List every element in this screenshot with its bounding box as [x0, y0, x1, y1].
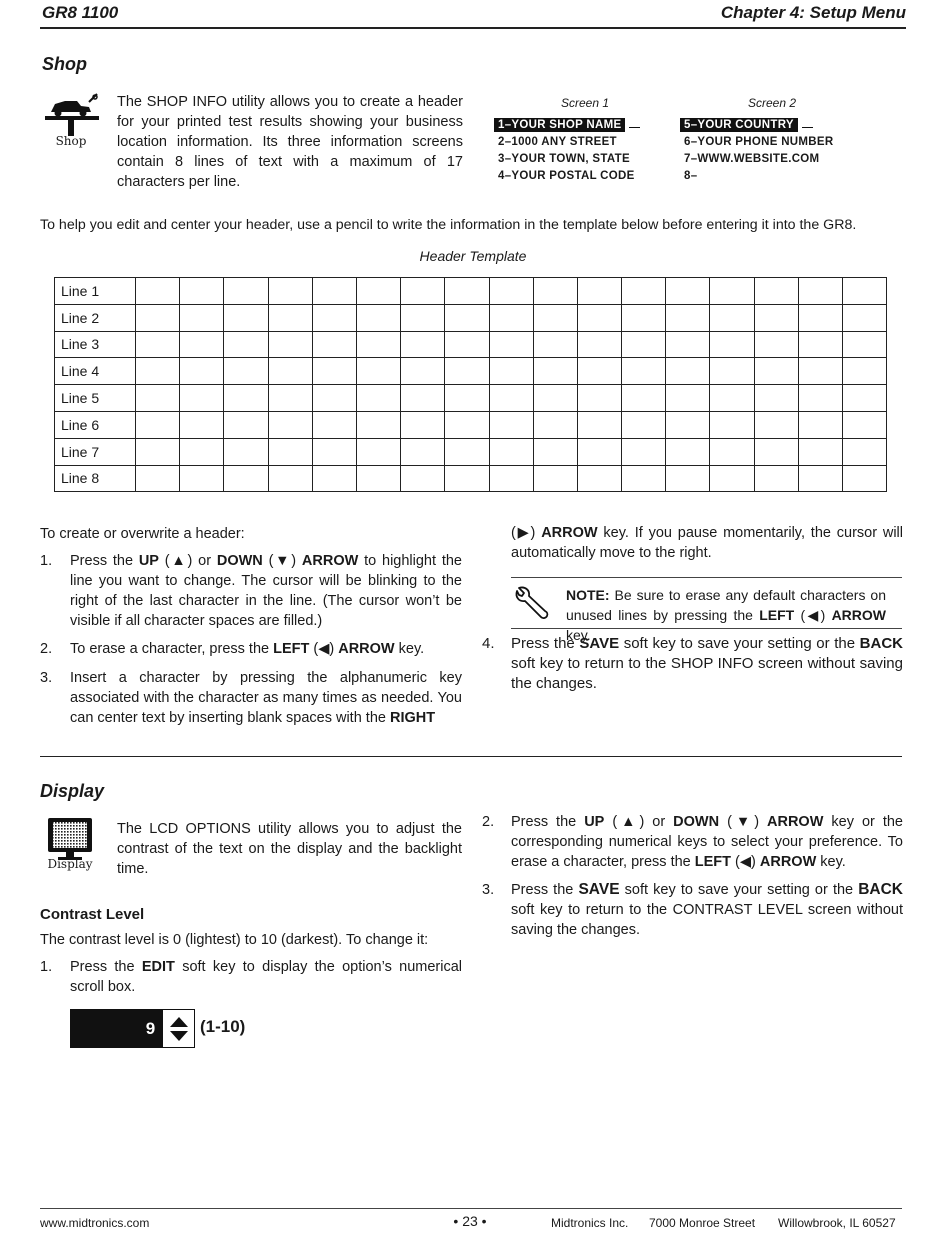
- template-row: [55, 411, 887, 438]
- template-char-cell: [622, 411, 666, 438]
- note-text: NOTE: Be sure to erase any default characters on unused lines by pressing the LEFT (◀) ARROW key.: [566, 587, 886, 643]
- template-row: [55, 331, 887, 358]
- template-char-cell: [710, 331, 754, 358]
- template-char-cell: [754, 438, 798, 465]
- footer-street: 7000 Monroe Street: [649, 1216, 756, 1230]
- template-char-cell: [798, 278, 842, 305]
- display-step-3: Press the SAVE soft key to save your setting or the BACK soft key to return to the CONTRAST LEVEL screen without saving the changes.: [511, 881, 903, 938]
- template-char-cell: [268, 278, 312, 305]
- template-char-cell: [356, 438, 400, 465]
- footer-company: Midtronics Inc.: [551, 1216, 629, 1230]
- template-row-label: Line 3: [55, 331, 136, 358]
- template-char-cell: [622, 385, 666, 412]
- template-char-cell: [356, 465, 400, 492]
- shop-step-3-continued: (▶) ARROW key. If you pause momentarily, the cursor will automatically move to the right.: [511, 525, 903, 561]
- section-divider: [40, 756, 902, 757]
- template-char-cell: [533, 331, 577, 358]
- screen2-caption: Screen 2: [747, 96, 797, 110]
- template-char-cell: [843, 465, 887, 492]
- template-char-cell: [136, 358, 180, 385]
- template-char-cell: [401, 465, 445, 492]
- scroll-range: (1-10): [200, 1017, 246, 1036]
- template-char-cell: [622, 304, 666, 331]
- screen2-preview: [680, 117, 833, 185]
- template-char-cell: [622, 358, 666, 385]
- template-row: [55, 465, 887, 492]
- template-char-cell: [224, 438, 268, 465]
- step-number: 3.: [40, 670, 53, 686]
- template-char-cell: [268, 304, 312, 331]
- step-number: 1.: [40, 959, 53, 975]
- template-char-cell: [533, 358, 577, 385]
- up-down-arrows-icon: [162, 1010, 194, 1047]
- template-char-cell: [843, 304, 887, 331]
- template-char-cell: [268, 438, 312, 465]
- template-char-cell: [666, 411, 710, 438]
- template-char-cell: [533, 278, 577, 305]
- template-char-cell: [224, 304, 268, 331]
- screen2-line: 8–: [684, 170, 698, 182]
- doc-title: GR8 1100: [42, 3, 119, 22]
- template-char-cell: [136, 385, 180, 412]
- template-char-cell: [268, 465, 312, 492]
- template-char-cell: [401, 304, 445, 331]
- template-char-cell: [224, 411, 268, 438]
- template-char-cell: [401, 331, 445, 358]
- shop-step-1: Press the UP (▲) or DOWN (▼) ARROW to highlight the line you want to change. The cursor will be blinking to the right of the last character in the line. (The cursor won’t be visible if all character spaces are filled.): [70, 553, 462, 629]
- template-char-cell: [798, 411, 842, 438]
- template-char-cell: [489, 304, 533, 331]
- template-char-cell: [533, 385, 577, 412]
- template-char-cell: [843, 385, 887, 412]
- shop-step-3: Insert a character by pressing the alphanumeric key associated with the character as many times as needed. You can center text by inserting blank spaces with the RIGHT: [70, 670, 462, 726]
- template-char-cell: [136, 278, 180, 305]
- template-row: [55, 438, 887, 465]
- screen1-preview: [494, 117, 640, 185]
- template-char-cell: [798, 438, 842, 465]
- note-top-rule: [511, 577, 902, 578]
- template-char-cell: [312, 331, 356, 358]
- shop-step-4: Press the SAVE soft key to save your setting or the BACK soft key to return to the SHOP INFO screen without saving the changes.: [511, 635, 903, 692]
- footer-website: www.midtronics.com: [40, 1216, 150, 1230]
- template-char-cell: [445, 331, 489, 358]
- template-char-cell: [754, 278, 798, 305]
- template-char-cell: [445, 278, 489, 305]
- template-char-cell: [445, 385, 489, 412]
- template-char-cell: [666, 304, 710, 331]
- template-char-cell: [445, 438, 489, 465]
- template-char-cell: [710, 465, 754, 492]
- template-char-cell: [798, 465, 842, 492]
- template-char-cell: [268, 385, 312, 412]
- template-char-cell: [754, 304, 798, 331]
- template-char-cell: [843, 278, 887, 305]
- template-char-cell: [710, 438, 754, 465]
- template-char-cell: [180, 304, 224, 331]
- template-char-cell: [754, 385, 798, 412]
- template-char-cell: [843, 411, 887, 438]
- display-icon: [46, 816, 94, 862]
- template-char-cell: [356, 411, 400, 438]
- template-char-cell: [401, 411, 445, 438]
- display-step-1: Press the EDIT soft key to display the option’s numerical scroll box.: [70, 959, 462, 995]
- display-step-2: Press the UP (▲) or DOWN (▼) ARROW key or the corresponding numerical keys to select your preference. To erase a character, press the LEFT (◀) ARROW key.: [511, 814, 903, 870]
- template-char-cell: [577, 331, 621, 358]
- template-char-cell: [798, 304, 842, 331]
- template-char-cell: [666, 465, 710, 492]
- note-bottom-rule: [511, 628, 902, 629]
- template-char-cell: [754, 358, 798, 385]
- header-rule: [40, 27, 906, 29]
- template-char-cell: [710, 358, 754, 385]
- template-char-cell: [710, 304, 754, 331]
- template-char-cell: [622, 438, 666, 465]
- template-char-cell: [401, 278, 445, 305]
- template-char-cell: [489, 385, 533, 412]
- template-char-cell: [577, 438, 621, 465]
- template-char-cell: [710, 411, 754, 438]
- chapter-title: Chapter 4: Setup Menu: [720, 3, 906, 22]
- screen2-line: 6–YOUR PHONE NUMBER: [684, 136, 834, 148]
- template-char-cell: [136, 331, 180, 358]
- screen2-line: 5–YOUR COUNTRY: [680, 117, 833, 134]
- template-char-cell: [224, 331, 268, 358]
- template-char-cell: [312, 438, 356, 465]
- template-char-cell: [754, 411, 798, 438]
- template-char-cell: [224, 385, 268, 412]
- step-number: 2.: [40, 641, 53, 657]
- template-char-cell: [180, 358, 224, 385]
- template-char-cell: [356, 358, 400, 385]
- template-char-cell: [489, 358, 533, 385]
- scroll-value: 9: [71, 1010, 162, 1047]
- shop-icon-label: Shop: [55, 134, 87, 148]
- step-number: 3.: [482, 882, 495, 898]
- template-char-cell: [180, 438, 224, 465]
- template-char-cell: [268, 331, 312, 358]
- template-char-cell: [577, 304, 621, 331]
- template-char-cell: [312, 411, 356, 438]
- shop-section-title: Shop: [42, 54, 87, 74]
- template-char-cell: [401, 385, 445, 412]
- screen1-line: 2–1000 ANY STREET: [498, 136, 617, 148]
- template-help-text: To help you edit and center your header, use a pencil to write the information in the template below before entering it into the GR8.: [40, 217, 857, 233]
- steps-intro: To create or overwrite a header:: [40, 526, 245, 542]
- template-row: [55, 385, 887, 412]
- template-char-cell: [312, 358, 356, 385]
- template-char-cell: [622, 331, 666, 358]
- step-number: 1.: [40, 553, 53, 569]
- template-char-cell: [489, 465, 533, 492]
- template-char-cell: [180, 278, 224, 305]
- template-row-label: Line 2: [55, 304, 136, 331]
- template-char-cell: [445, 358, 489, 385]
- display-section-title: Display: [40, 781, 105, 801]
- template-char-cell: [622, 278, 666, 305]
- template-char-cell: [489, 411, 533, 438]
- shop-step-2: To erase a character, press the LEFT (◀) ARROW key.: [70, 641, 425, 657]
- template-char-cell: [356, 331, 400, 358]
- template-char-cell: [268, 411, 312, 438]
- footer-city: Willowbrook, IL 60527: [778, 1216, 896, 1230]
- template-char-cell: [577, 411, 621, 438]
- template-row-label: Line 8: [55, 465, 136, 492]
- template-char-cell: [577, 385, 621, 412]
- template-char-cell: [445, 411, 489, 438]
- screen2-line: 7–WWW.WEBSITE.COM: [684, 153, 820, 165]
- template-char-cell: [798, 331, 842, 358]
- footer-rule: [40, 1208, 902, 1209]
- display-intro: The LCD OPTIONS utility allows you to adjust the contrast of the text on the display and the backlight time.: [117, 821, 462, 877]
- contrast-level-text: The contrast level is 0 (lightest) to 10 (darkest). To change it:: [40, 932, 429, 948]
- template-row-label: Line 7: [55, 438, 136, 465]
- template-char-cell: [843, 358, 887, 385]
- template-row-label: Line 4: [55, 358, 136, 385]
- template-char-cell: [356, 304, 400, 331]
- template-char-cell: [843, 331, 887, 358]
- template-row: [55, 278, 887, 305]
- template-char-cell: [489, 438, 533, 465]
- template-char-cell: [445, 465, 489, 492]
- template-char-cell: [180, 411, 224, 438]
- template-char-cell: [356, 385, 400, 412]
- template-char-cell: [666, 385, 710, 412]
- template-char-cell: [312, 304, 356, 331]
- header-template-table: [54, 277, 887, 492]
- template-char-cell: [754, 331, 798, 358]
- screen1-line: 3–YOUR TOWN, STATE: [498, 153, 630, 165]
- template-char-cell: [798, 385, 842, 412]
- template-row: [55, 358, 887, 385]
- step-number: 4.: [482, 635, 495, 652]
- template-char-cell: [312, 278, 356, 305]
- template-char-cell: [489, 331, 533, 358]
- template-char-cell: [843, 438, 887, 465]
- template-char-cell: [136, 438, 180, 465]
- template-title: Header Template: [419, 248, 527, 264]
- template-char-cell: [533, 465, 577, 492]
- template-char-cell: [224, 358, 268, 385]
- template-char-cell: [533, 304, 577, 331]
- template-char-cell: [798, 358, 842, 385]
- wrench-icon: [511, 583, 551, 623]
- template-char-cell: [401, 358, 445, 385]
- template-char-cell: [312, 465, 356, 492]
- template-char-cell: [180, 331, 224, 358]
- screen1-line: 1–YOUR SHOP NAME: [494, 117, 640, 134]
- template-char-cell: [136, 411, 180, 438]
- screen1-caption: Screen 1: [560, 96, 610, 110]
- template-char-cell: [577, 465, 621, 492]
- template-row-label: Line 6: [55, 411, 136, 438]
- template-char-cell: [577, 278, 621, 305]
- template-char-cell: [180, 465, 224, 492]
- template-char-cell: [533, 438, 577, 465]
- template-char-cell: [356, 278, 400, 305]
- screen1-line: 4–YOUR POSTAL CODE: [498, 170, 635, 182]
- shop-intro: The SHOP INFO utility allows you to create a header for your printed test results showing your business location information. Its three information screens contain 8 lines of text with a maximum of 17 characters per line.: [117, 94, 463, 190]
- template-char-cell: [312, 385, 356, 412]
- template-char-cell: [666, 331, 710, 358]
- template-row: [55, 304, 887, 331]
- numeric-scroll-box: [70, 1009, 195, 1048]
- contrast-level-heading: Contrast Level: [40, 906, 145, 923]
- step-number: 2.: [482, 814, 495, 830]
- template-char-cell: [710, 385, 754, 412]
- template-char-cell: [445, 304, 489, 331]
- template-char-cell: [710, 278, 754, 305]
- template-char-cell: [224, 465, 268, 492]
- template-char-cell: [136, 465, 180, 492]
- template-char-cell: [577, 358, 621, 385]
- template-char-cell: [224, 278, 268, 305]
- template-char-cell: [622, 465, 666, 492]
- template-char-cell: [754, 465, 798, 492]
- template-char-cell: [666, 358, 710, 385]
- template-row-label: Line 5: [55, 385, 136, 412]
- page-number: • 23 •: [453, 1213, 487, 1229]
- template-char-cell: [401, 438, 445, 465]
- display-icon-label: Display: [47, 857, 93, 871]
- template-char-cell: [533, 411, 577, 438]
- template-char-cell: [666, 438, 710, 465]
- template-char-cell: [268, 358, 312, 385]
- template-row-label: Line 1: [55, 278, 136, 305]
- template-char-cell: [180, 385, 224, 412]
- template-char-cell: [489, 278, 533, 305]
- template-char-cell: [666, 278, 710, 305]
- template-char-cell: [136, 304, 180, 331]
